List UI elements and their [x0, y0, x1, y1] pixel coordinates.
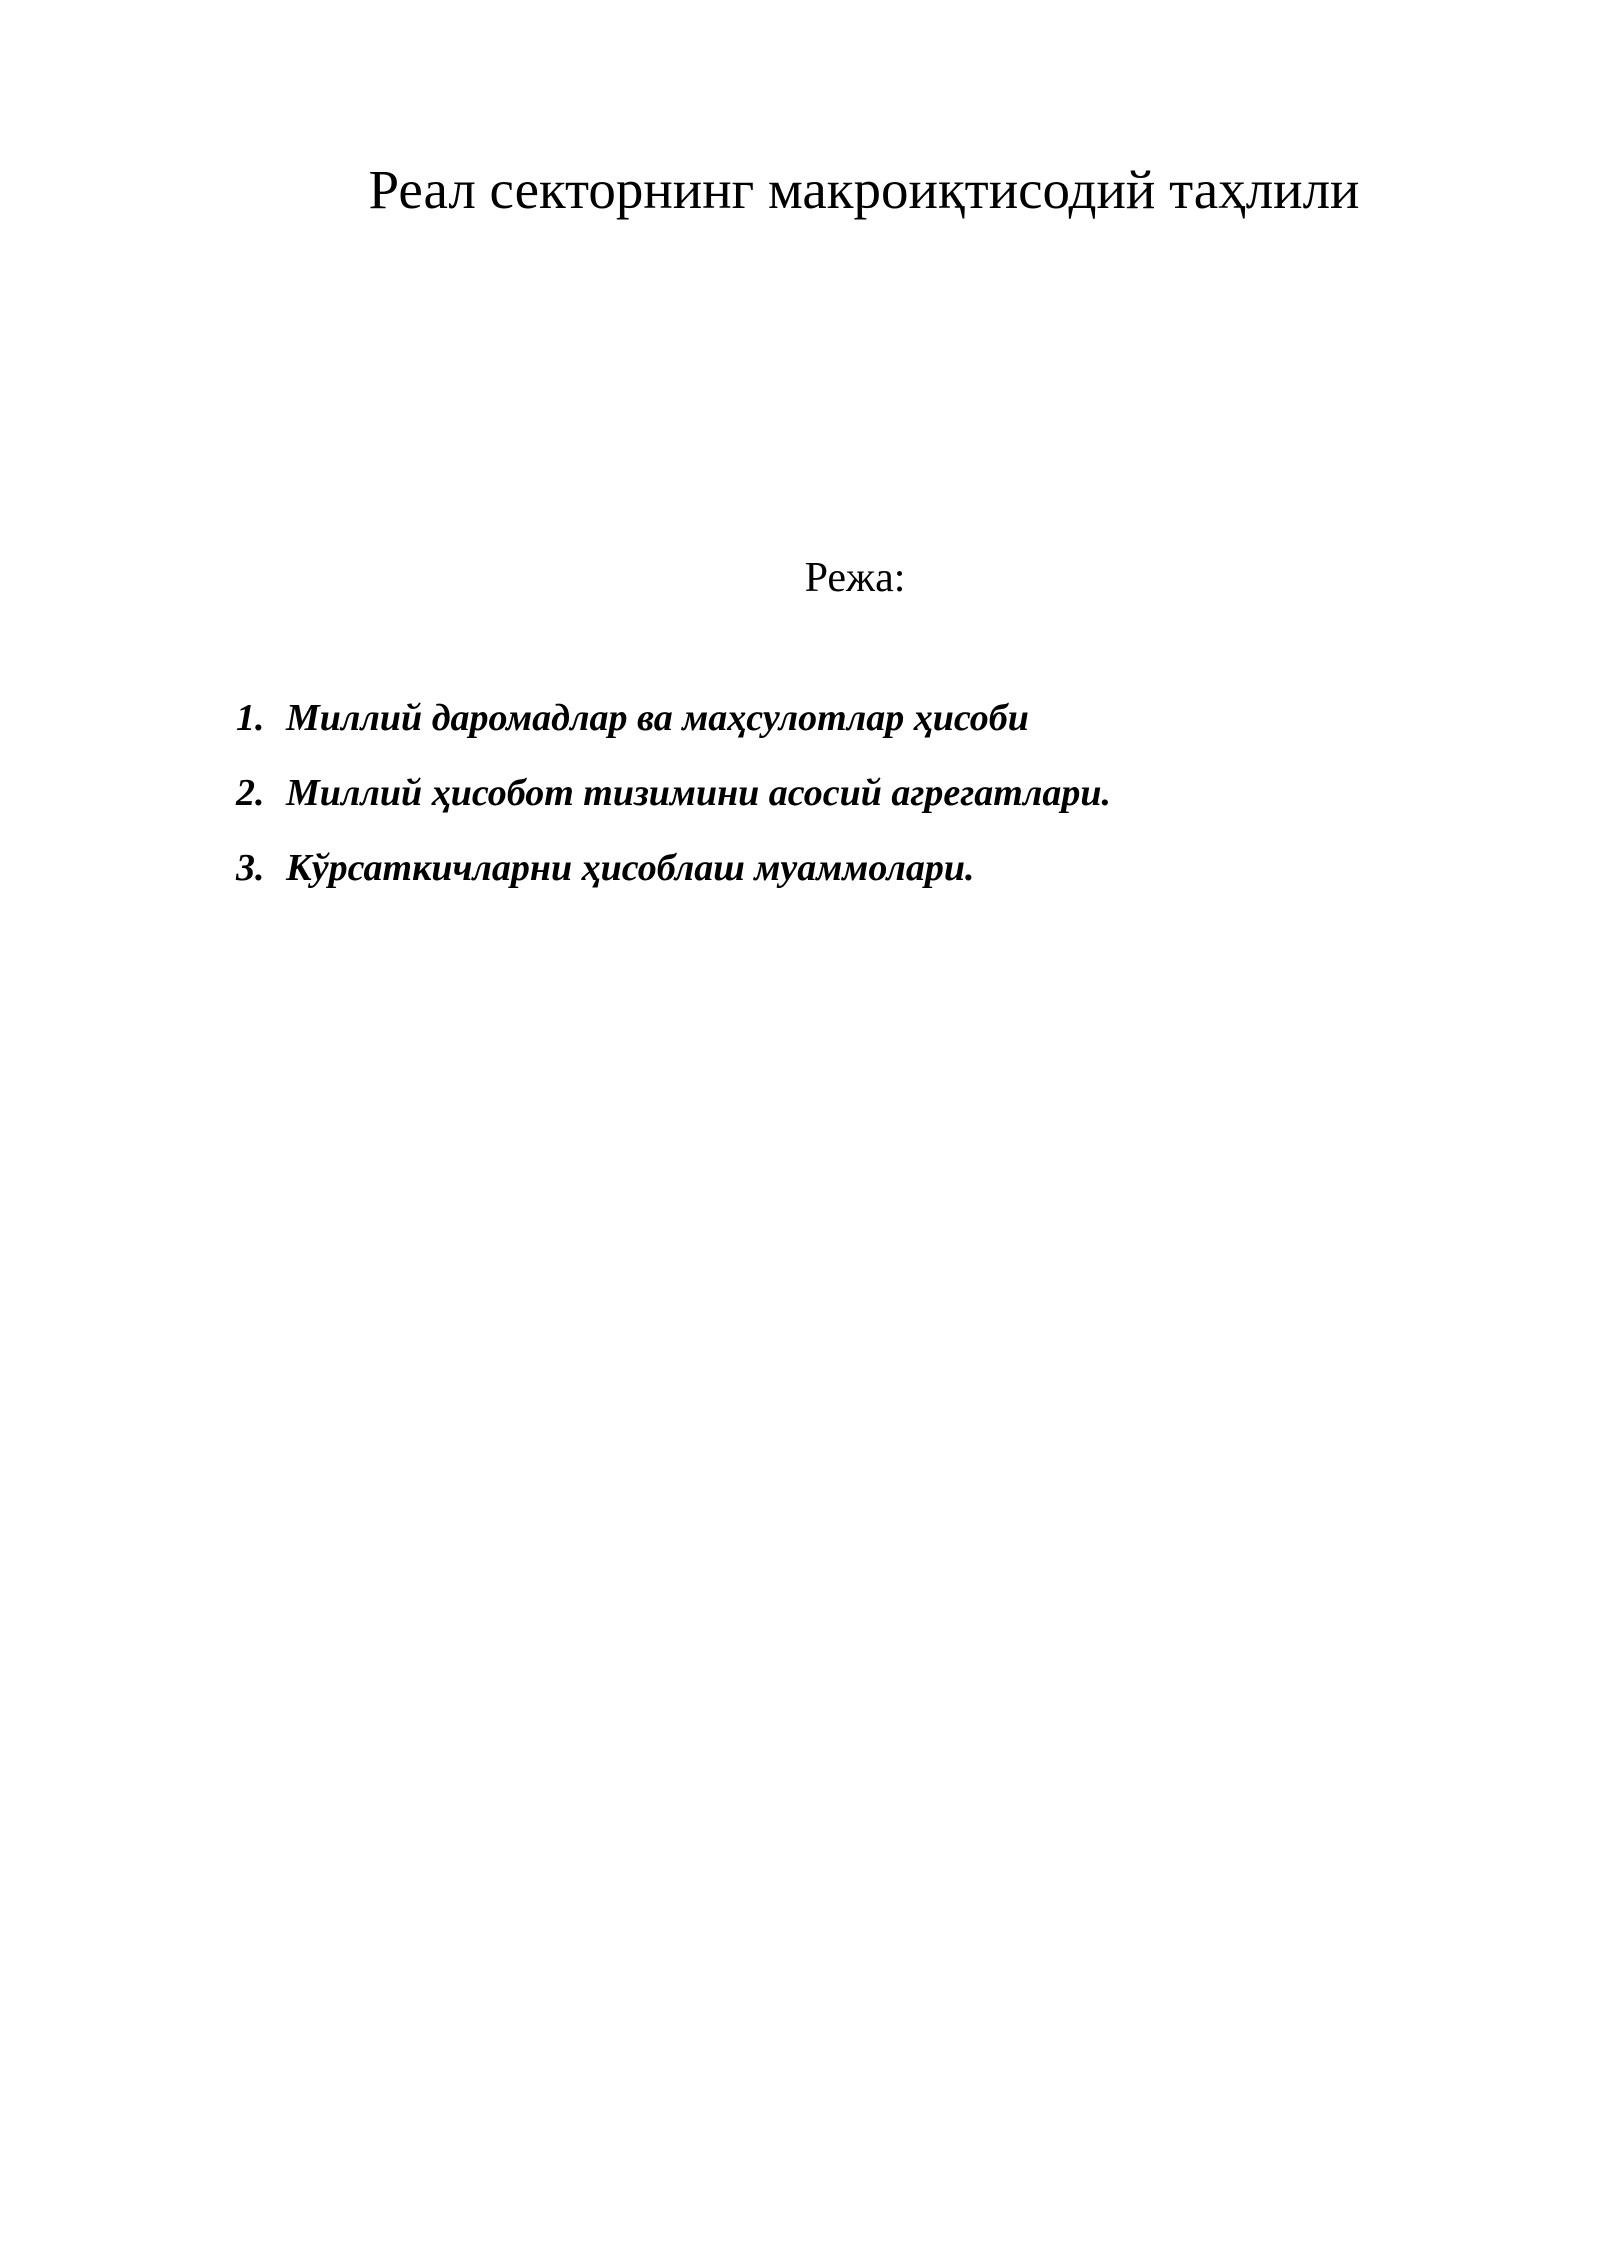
plan-item-3 [236, 843, 1111, 893]
plan-item-text: Кўрсаткичларни ҳисоблаш муаммолари. [286, 847, 975, 889]
plan-item-number: 2. [236, 772, 265, 814]
document-title: Реал секторнинг макроиқтисодий таҳлили [368, 159, 1360, 220]
plan-item-number: 3. [236, 847, 265, 889]
plan-item-1 [236, 693, 1111, 743]
plan-heading: Режа: [804, 555, 906, 601]
plan-item-2 [236, 768, 1111, 818]
plan-item-number: 1. [236, 697, 265, 739]
plan-item-text: Миллий даромадлар ва маҳсулотлар ҳисоби [286, 697, 1029, 739]
plan-list [236, 693, 1111, 918]
plan-item-text: Миллий ҳисобот тизимини асосий агрегатлари. [286, 772, 1111, 814]
